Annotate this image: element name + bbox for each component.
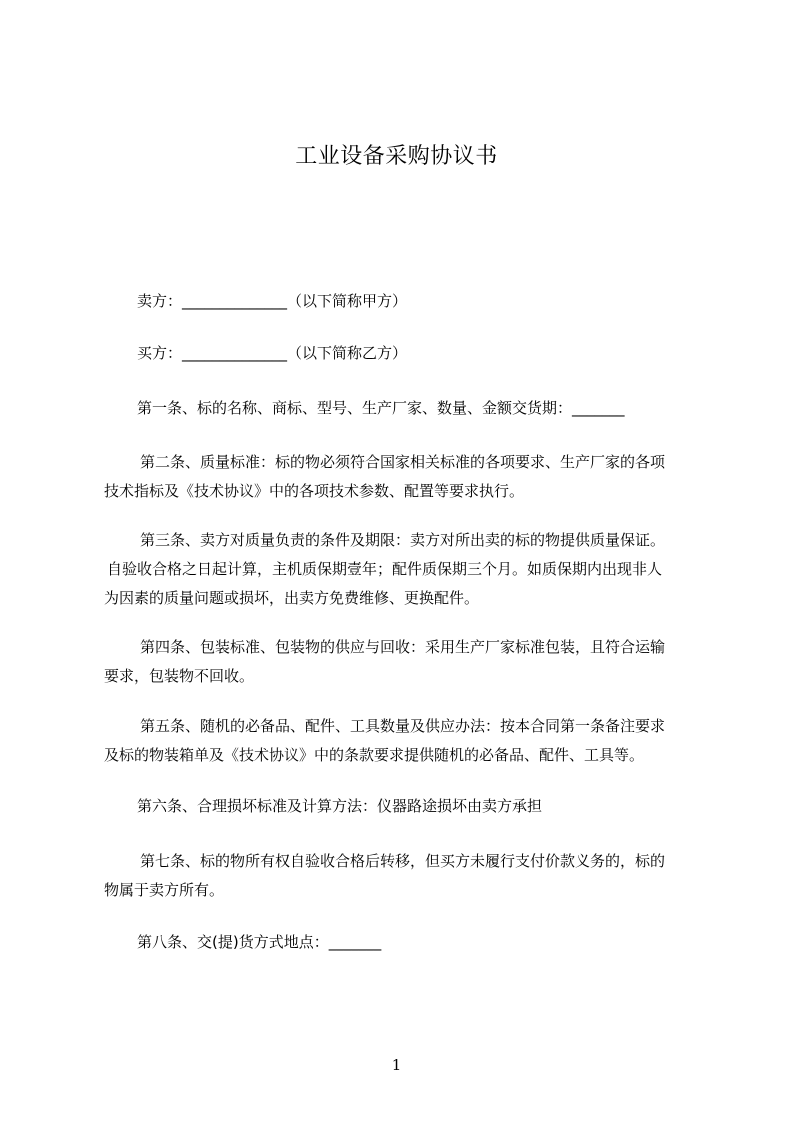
article-8	[104, 928, 700, 957]
article-line: 要求，包装物不回收。	[104, 667, 255, 685]
article-6	[104, 792, 700, 821]
article-line: 及标的物装箱单及《技术协议》中的条款要求提供随机的必备品、配件、工具等。	[104, 746, 645, 764]
article-line: 第五条、随机的必备品、配件、工具数量及供应办法：按本合同第一条备注要求	[140, 717, 666, 735]
article-line: 第八条、交(提)货方式地点：_______	[137, 933, 382, 951]
article-line: 第三条、卖方对质量负责的条件及期限：卖方对所出卖的标的物提供质量保证。	[140, 531, 666, 549]
article-line: 为因素的质量问题或损坏，出卖方免费维修、更换配件。	[104, 589, 480, 607]
article-line: 第四条、包装标准、包装物的供应与回收：采用生产厂家标准包装，且符合运输	[140, 638, 666, 656]
article-line: 第六条、合理损坏标准及计算方法：仪器路途损坏由卖方承担	[137, 797, 543, 815]
article-5	[104, 712, 700, 770]
article-7	[104, 847, 700, 905]
article-line: 第二条、质量标准：标的物必须符合国家相关标准的各项要求、生产厂家的各项	[140, 453, 666, 471]
article-3	[104, 526, 700, 613]
buyer-line	[104, 339, 700, 368]
article-1	[104, 394, 700, 423]
buyer-line-text: 买方：______________（以下简称乙方）	[137, 344, 408, 362]
article-line: 第七条、标的物所有权自验收合格后转移，但买方未履行支付价款义务的，标的	[140, 852, 666, 870]
seller-line	[104, 287, 700, 316]
article-2	[104, 448, 700, 506]
article-line: 第一条、标的名称、商标、型号、生产厂家、数量、金额交货期：_______	[137, 399, 625, 417]
article-4	[104, 633, 700, 691]
page-number: 1	[391, 1056, 402, 1074]
seller-line-text: 卖方：______________（以下简称甲方）	[137, 292, 408, 310]
article-line: 自验收合格之日起计算，主机质保期壹年；配件质保期三个月。如质保期内出现非人	[107, 560, 663, 578]
document-title: 工业设备采购协议书	[295, 144, 498, 169]
article-line: 技术指标及《技术协议》中的各项技术参数、配置等要求执行。	[104, 482, 525, 500]
article-line: 物属于卖方所有。	[104, 881, 225, 899]
